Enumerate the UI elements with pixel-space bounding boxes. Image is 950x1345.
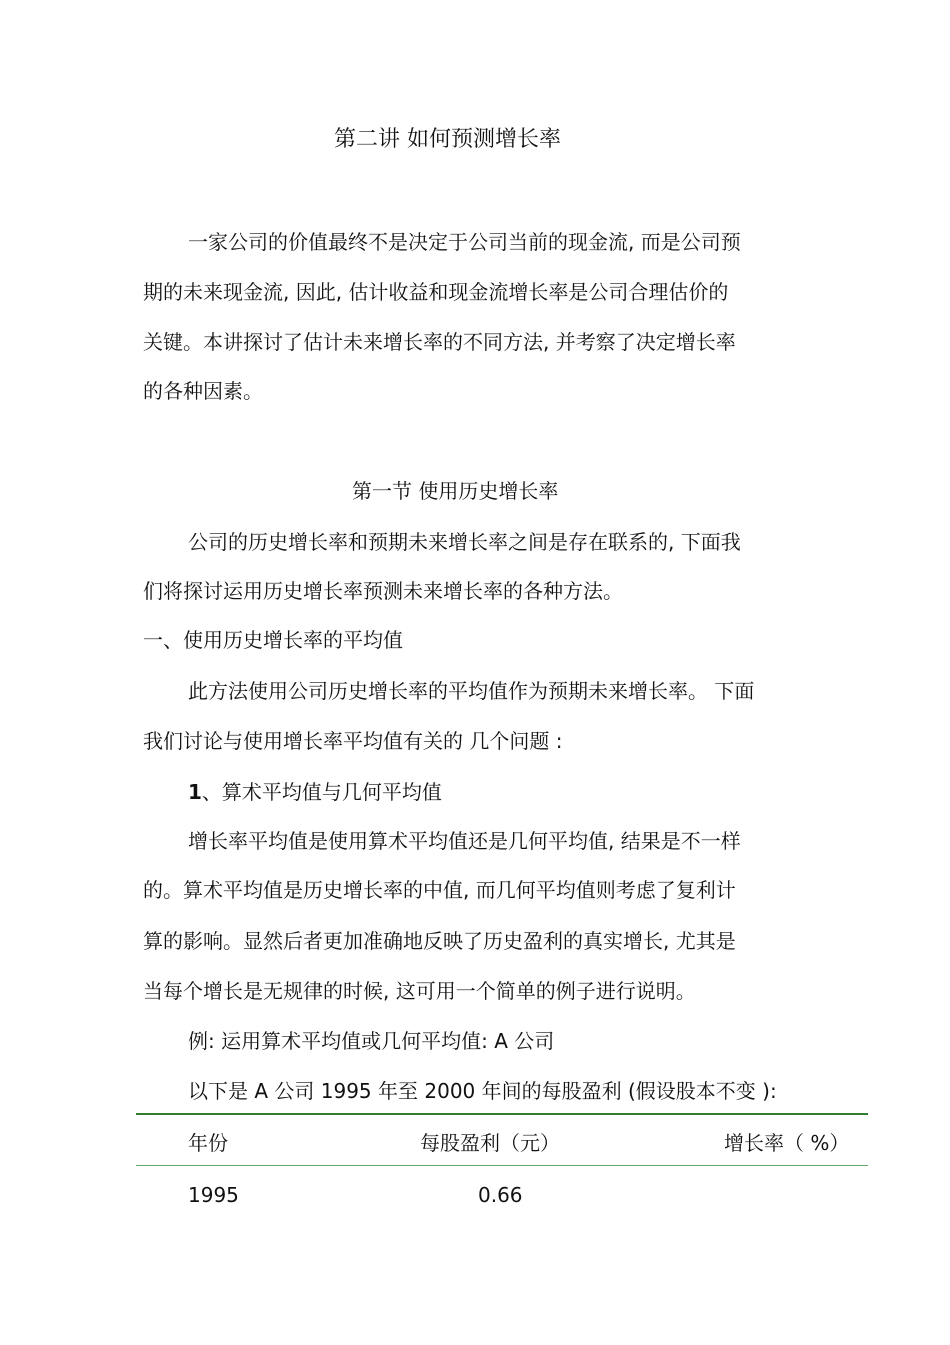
table-header-eps: 每股盈利（元） bbox=[420, 1131, 560, 1155]
item-para-line-3: 算的影响。显然后者更加准确地反映了历史盈利的真实增长, 尤其是 bbox=[143, 929, 736, 953]
section-para-line-1: 公司的历史增长率和预期未来增长率之间是存在联系的, 下面我 bbox=[188, 530, 741, 554]
intro-line-1: 一家公司的价值最终不是决定于公司当前的现金流, 而是公司预 bbox=[188, 230, 741, 254]
intro-line-2: 期的未来现金流, 因此, 估计收益和现金流增长率是公司合理估价的 bbox=[143, 280, 729, 304]
table-header-rule bbox=[136, 1165, 868, 1166]
table-top-rule bbox=[136, 1113, 868, 1115]
item-heading bbox=[188, 780, 442, 804]
lecture-title: 第二讲 如何预测增长率 bbox=[334, 127, 561, 152]
table-cell-eps: 0.66 bbox=[478, 1183, 523, 1207]
item-heading-text: 、算术平均值与几何平均值 bbox=[201, 780, 442, 804]
section-para-line-2: 们将探讨运用历史增长率预测未来增长率的各种方法。 bbox=[143, 579, 623, 603]
avg-para-line-2: 我们讨论与使用增长率平均值有关的 几个问题 : bbox=[143, 729, 563, 753]
section-title: 第一节 使用历史增长率 bbox=[352, 479, 559, 503]
table-intro: 以下是 A 公司 1995 年至 2000 年间的每股盈利 (假设股本不变 ): bbox=[188, 1079, 777, 1103]
table-header-growth: 增长率（ %） bbox=[724, 1131, 850, 1155]
item-para-line-1: 增长率平均值是使用算术平均值还是几何平均值, 结果是不一样 bbox=[188, 829, 741, 853]
avg-para-line-1: 此方法使用公司历史增长率的平均值作为预期未来增长率。 下面 bbox=[188, 679, 755, 703]
example-line: 例: 运用算术平均值或几何平均值: A 公司 bbox=[188, 1029, 555, 1053]
item-para-line-4: 当每个增长是无规律的时候, 这可用一个简单的例子进行说明。 bbox=[143, 979, 696, 1003]
table-header-year: 年份 bbox=[188, 1131, 228, 1155]
table-cell-year: 1995 bbox=[188, 1183, 239, 1207]
intro-line-4: 的各种因素。 bbox=[143, 379, 263, 403]
subsection-heading: 一、使用历史增长率的平均值 bbox=[143, 628, 403, 652]
intro-line-3: 关键。本讲探讨了估计未来增长率的不同方法, 并考察了决定增长率 bbox=[143, 330, 736, 354]
item-number: 1 bbox=[188, 780, 202, 804]
item-para-line-2: 的。算术平均值是历史增长率的中值, 而几何平均值则考虑了复利计 bbox=[143, 878, 736, 902]
